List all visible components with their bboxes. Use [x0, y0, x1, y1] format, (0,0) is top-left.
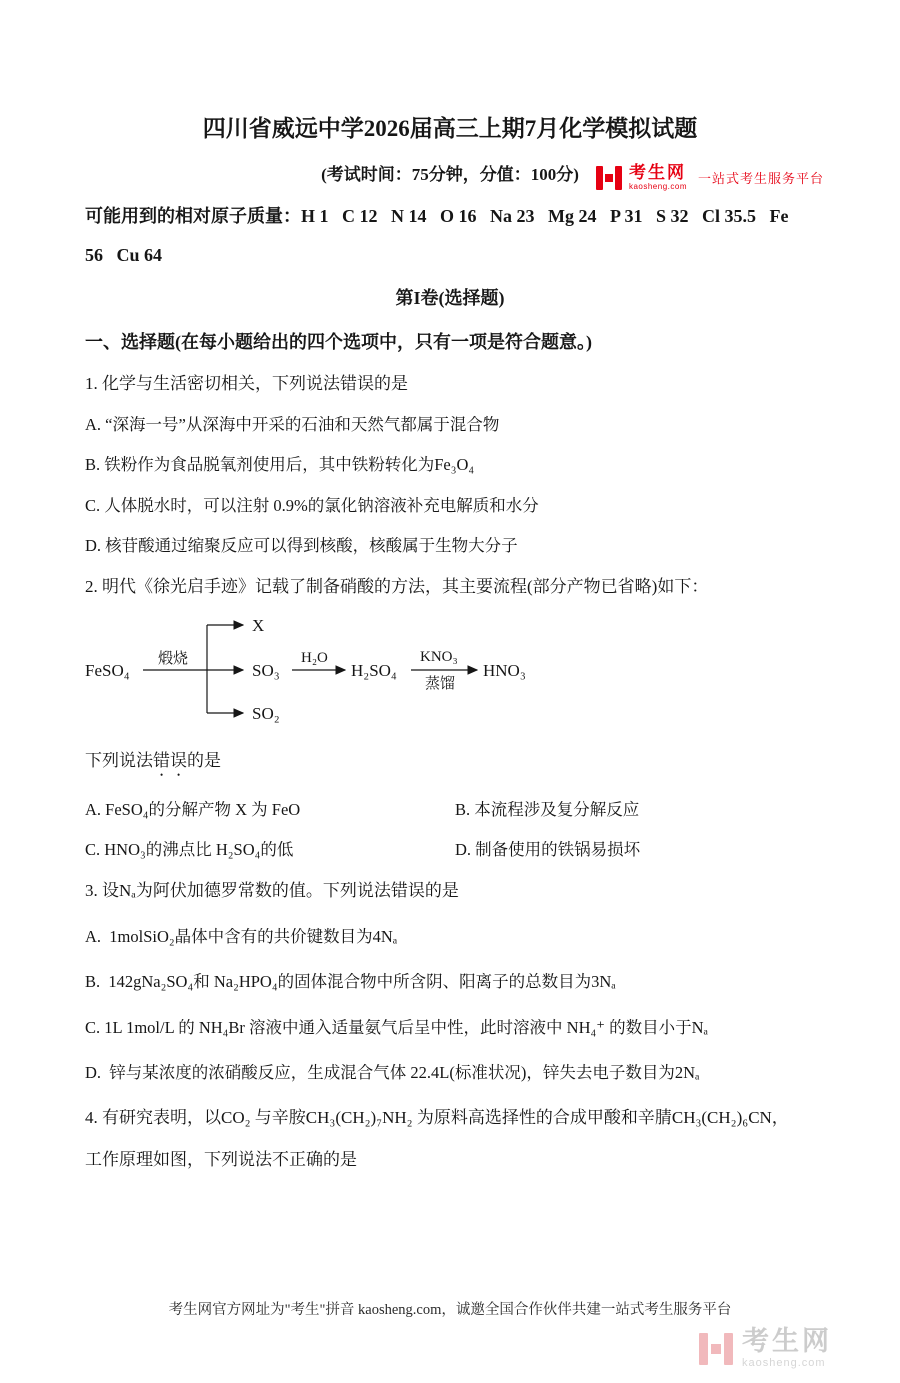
logo-brand: 考生网 [628, 163, 686, 182]
logo-bar-left [596, 166, 603, 190]
q2-stem: 2. 明代《徐光启手迹》记载了制备硝酸的方法，其主要流程(部分产物已省略)如下： [85, 576, 709, 596]
logo-tagline: 一站式考生服务平台 [697, 171, 824, 186]
page-title: 四川省威远中学2026届高三上期7月化学模拟试题 [202, 116, 698, 141]
q2-after-diagram [85, 750, 815, 780]
q2-option-b: B. 本流程涉及复分解反应 [455, 799, 640, 819]
q2-after-emphasis: 错误 [153, 750, 187, 770]
q4-stem-line2: 工作原理如图，下列说法不正确的是 [85, 1149, 357, 1169]
kaosheng-logo [596, 164, 824, 191]
watermark-text [742, 1328, 832, 1369]
atomic-masses [85, 205, 815, 268]
kaosheng-watermark [699, 1328, 832, 1369]
atomic-masses-line2: 56 Cu 64 [85, 245, 163, 266]
kaosheng-logo-icon [596, 166, 622, 190]
exam-paper [0, 110, 900, 1171]
section-heading: 一、选择题(在每小题给出的四个选项中，只有一项是符合题意。) [85, 331, 592, 352]
atomic-masses-line1: 可能用到的相对原子质量：H 1 C 12 N 14 O 16 Na 23 Mg 24 P 31 S 32 Cl 35.5 Fe [85, 206, 789, 226]
flow-product-so2: SO₂ [252, 703, 280, 723]
q3-option-c: C. 1L 1mol/L 的 NH₄Br 溶液中通入适量氨气后呈中性，此时溶液中 NH₄⁺ 的数目小于Nₐ [85, 1017, 708, 1037]
q1-option-c: C. 人体脱水时，可以注射 0.9%的氯化钠溶液补充电解质和水分 [85, 495, 539, 515]
flow-h2so4: H₂SO₄ [351, 660, 397, 680]
flow-label-calcine: 煅烧 [158, 650, 189, 667]
flow-label-distill: 蒸馏 [425, 675, 456, 692]
q2-options-row1 [85, 782, 815, 820]
flow-label-water: H₂O [301, 649, 328, 666]
watermark-bar-mid [711, 1344, 721, 1354]
flow-label-kno3: KNO₃ [420, 648, 458, 665]
watermark-brand: 考生网 [742, 1326, 832, 1356]
q2-option-c: C. HNO₃的沸点比 H₂SO₄的低 [85, 840, 294, 860]
q3-stem: 3. 设Nₐ为阿伏加德罗常数的值。下列说法错误的是 [85, 880, 459, 900]
watermark-bar-left [699, 1333, 708, 1365]
q1-option-d: D. 核苷酸通过缩聚反应可以得到核酸，核酸属于生物大分子 [85, 536, 518, 556]
q2-after-post: 的是 [187, 750, 221, 770]
part1-title: 第I卷(选择题) [395, 287, 505, 308]
q2-options-row2 [85, 822, 815, 860]
logo-bar-right [615, 166, 622, 190]
exam-time-score: (考试时间：75分钟，分值：100分) [321, 165, 579, 184]
logo-bar-mid [605, 174, 613, 182]
flow-start-feso4: FeSO₄ [85, 660, 130, 680]
q4-stem-line1: 4. 有研究表明，以CO₂ 与辛胺CH₃(CH₂)₇NH₂ 为原料高选择性的合成甲酸和辛腈CH₃(CH₂)₆CN， [85, 1108, 789, 1128]
q3-option-a: A. 1molSiO₂晶体中含有的共价键数目为4Nₐ [85, 926, 398, 946]
footer-text: 考生网官方网址为"考生"拼音 kaosheng.com，诚邀全国合作伙伴共建一站式考生服务平台 [168, 1302, 732, 1318]
q3-option-b: B. 142gNa₂SO₄和 Na₂HPO₄的固体混合物中所含阴、阳离子的总数目为3Nₐ [85, 972, 616, 992]
q2-after-pre: 下列说法 [85, 750, 153, 770]
flow-product-so3: SO₃ [252, 660, 280, 680]
q3-option-d: D. 锌与某浓度的浓硝酸反应，生成混合气体 22.4L(标准状况)，锌失去电子数目为2Nₐ [85, 1063, 700, 1082]
flow-product-x: X [252, 615, 265, 635]
q1-option-a: A. “深海一号”从深海中开采的石油和天然气都属于混合物 [85, 414, 500, 434]
watermark-logo-icon [699, 1333, 733, 1365]
watermark-bar-right [724, 1333, 733, 1365]
q1-stem: 1. 化学与生活密切相关，下列说法错误的是 [85, 373, 408, 393]
q2-option-d: D. 制备使用的铁锅易损坏 [455, 840, 641, 860]
logo-domain: kaosheng.com [628, 182, 687, 191]
watermark-domain: kaosheng.com [742, 1357, 826, 1369]
logo-text [629, 164, 687, 191]
flow-hno3: HNO₃ [483, 660, 526, 680]
q2-option-a: A. FeSO₄的分解产物 X 为 FeO [85, 799, 301, 819]
q2-flow-diagram [85, 612, 815, 731]
q1-option-b: B. 铁粉作为食品脱氧剂使用后，其中铁粉转化为Fe₃O₄ [85, 455, 475, 475]
